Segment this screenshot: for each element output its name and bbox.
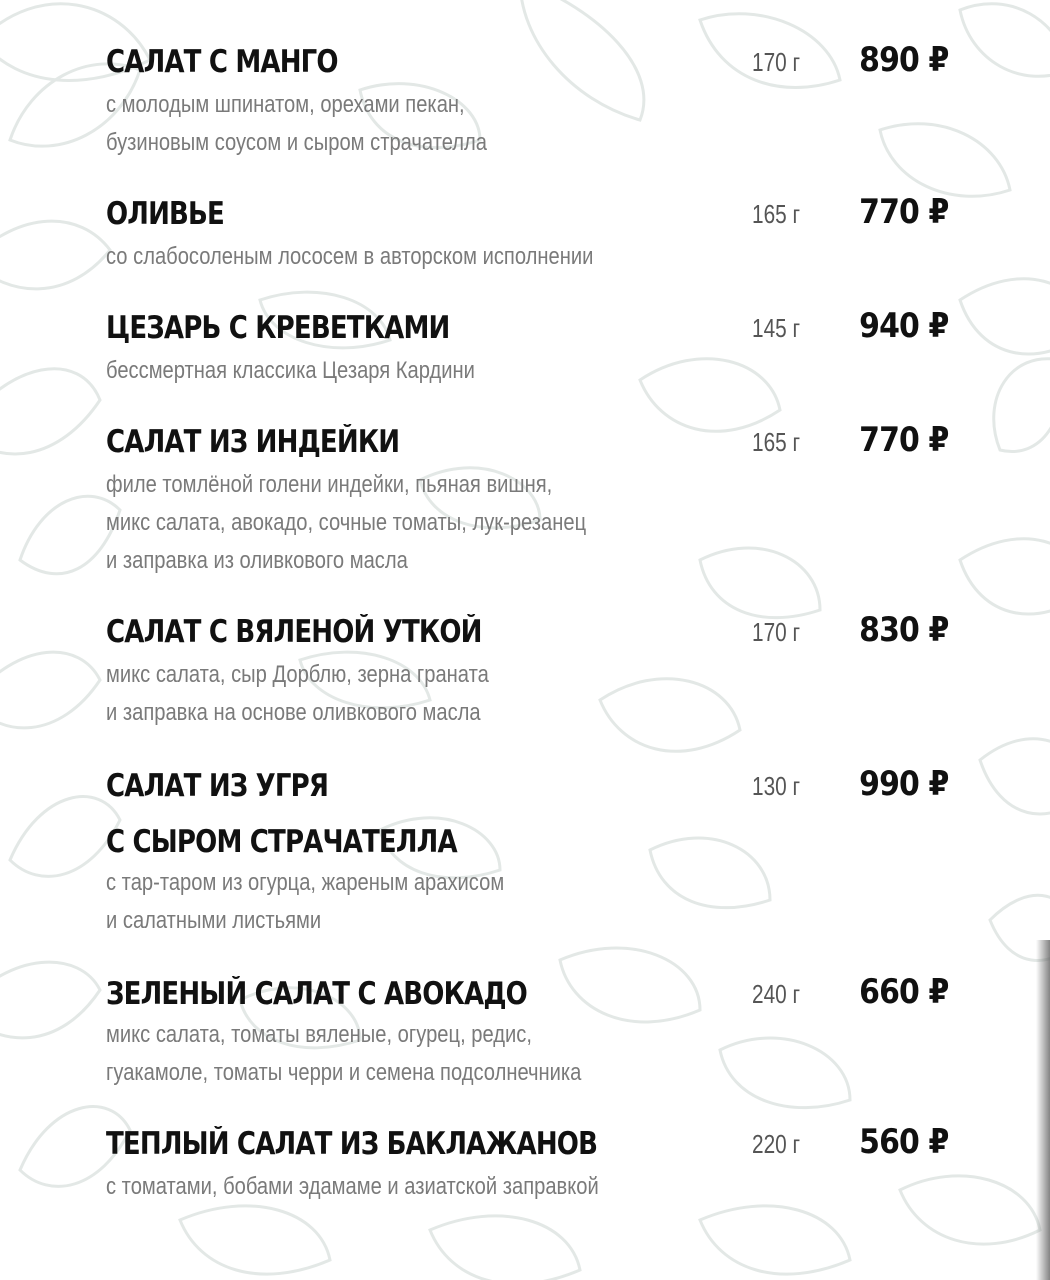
- dish-description: со слабосоленым лососем в авторском исполнении: [106, 243, 594, 270]
- dish-name: САЛАТ С МАНГО: [106, 44, 338, 80]
- dish-weight: 170 г: [752, 47, 801, 77]
- dish-description: филе томлёной голени индейки, пьяная вишня, микс салата, авокадо, сочные томаты, лук-резанец и заправка из оливкового масла: [106, 471, 587, 574]
- dish-price: 770 ₽: [858, 420, 948, 460]
- dish-weight: 220 г: [752, 1129, 801, 1159]
- page-edge-shadow: [1036, 940, 1050, 1280]
- dish-price: 890 ₽: [858, 40, 948, 80]
- dish-description: микс салата, сыр Дорблю, зерна граната и заправка на основе оливкового масла: [106, 661, 489, 726]
- dish-price: 660 ₽: [858, 972, 948, 1012]
- dish-description: с томатами, бобами эдамаме и азиатской заправкой: [106, 1173, 599, 1200]
- dish-description: с молодым шпинатом, орехами пекан, бузиновым соусом и сыром страчателла: [106, 91, 487, 156]
- dish-description: микс салата, томаты вяленые, огурец, редис, гуакамоле, томаты черри и семена подсолнечника: [106, 1021, 582, 1086]
- dish-name: САЛАТ ИЗ ИНДЕЙКИ: [106, 424, 400, 460]
- dish-price: 830 ₽: [858, 610, 948, 650]
- dish-description: бессмертная классика Цезаря Кардини: [106, 357, 475, 384]
- dish-weight: 165 г: [752, 427, 801, 457]
- dish-weight: 145 г: [752, 313, 801, 343]
- dish-name: ЗЕЛЕНЫЙ САЛАТ С АВОКАДО: [106, 976, 527, 1012]
- dish-name: ОЛИВЬЕ: [106, 196, 225, 232]
- dish-price: 940 ₽: [858, 306, 948, 346]
- dish-name: ЦЕЗАРЬ С КРЕВЕТКАМИ: [106, 310, 450, 346]
- dish-name: САЛАТ С ВЯЛЕНОЙ УТКОЙ: [106, 614, 482, 650]
- dish-price: 990 ₽: [858, 764, 948, 804]
- dish-name: ТЕПЛЫЙ САЛАТ ИЗ БАКЛАЖАНОВ: [106, 1126, 598, 1162]
- dish-weight: 130 г: [752, 771, 801, 801]
- dish-weight: 170 г: [752, 617, 801, 647]
- dish-price: 560 ₽: [858, 1122, 948, 1162]
- dish-description: с тар-таром из огурца, жареным арахисом и салатными листьями: [106, 869, 505, 934]
- dish-weight: 165 г: [752, 199, 801, 229]
- dish-weight: 240 г: [752, 979, 801, 1009]
- dish-price: 770 ₽: [858, 192, 948, 232]
- dish-name: САЛАТ ИЗ УГРЯ С СЫРОМ СТРАЧАТЕЛЛА: [106, 768, 457, 860]
